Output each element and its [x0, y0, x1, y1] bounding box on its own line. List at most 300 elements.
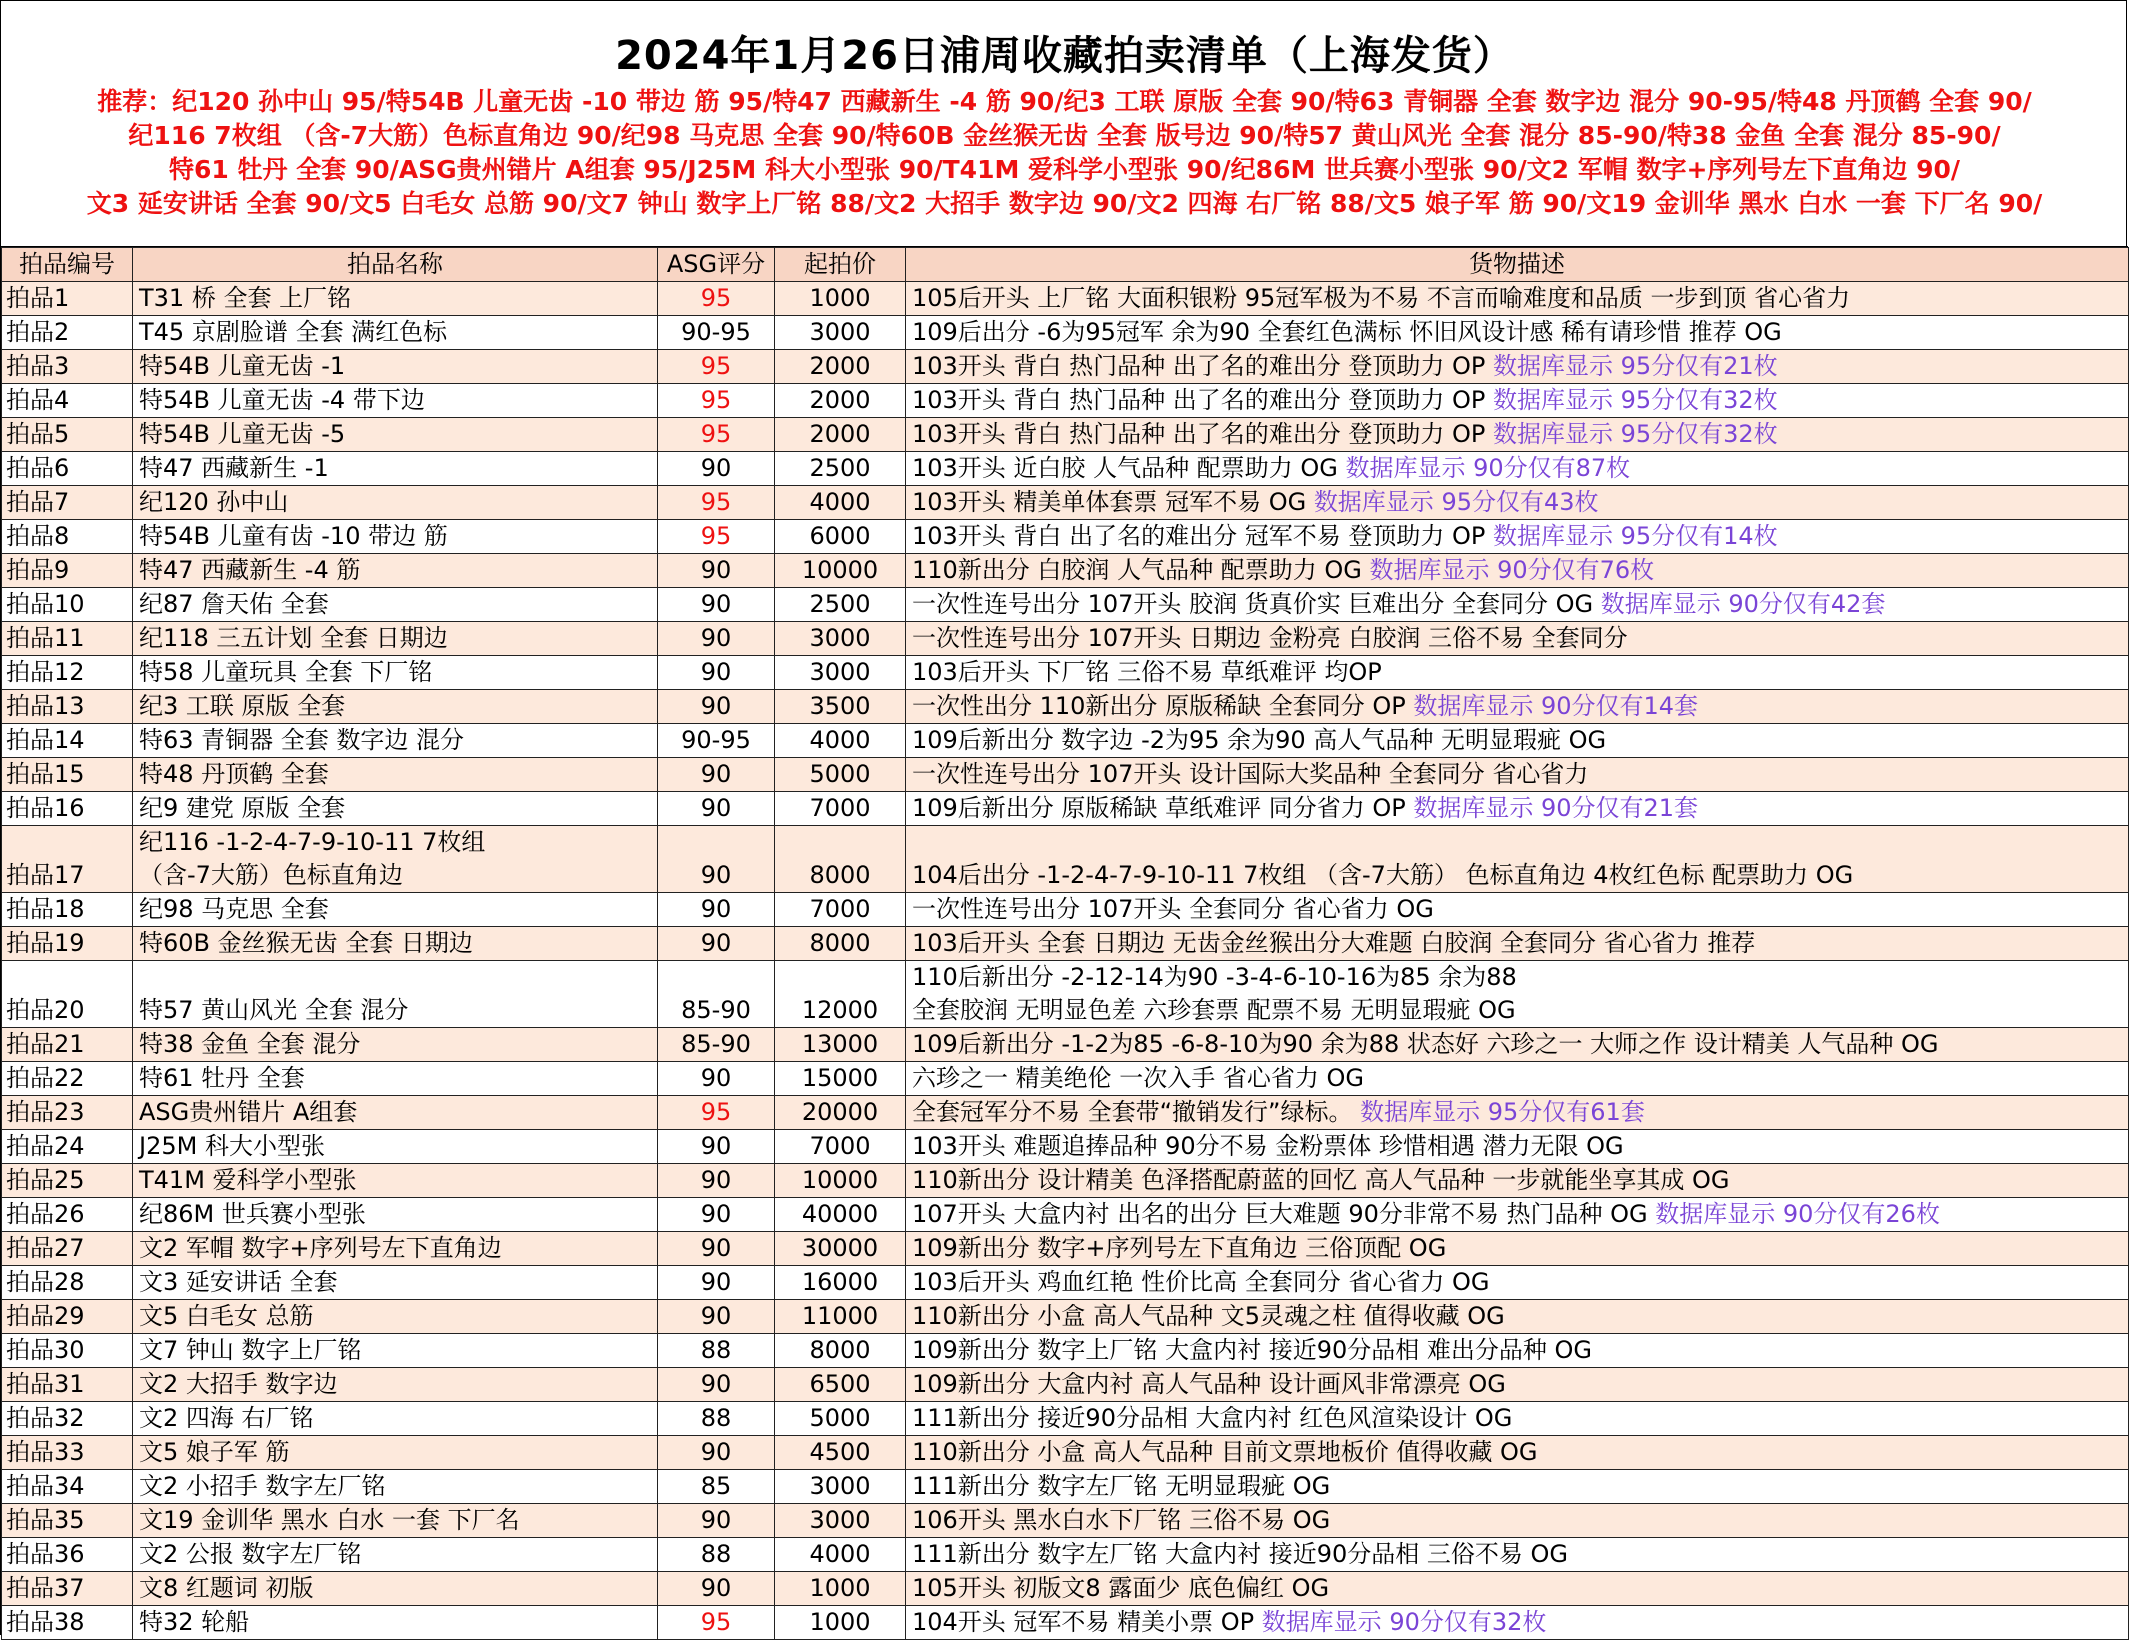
lot-description: [906, 1130, 2129, 1164]
lot-number: 拍品5: [2, 418, 133, 452]
lot-number: 拍品1: [2, 282, 133, 316]
lot-number: 拍品28: [2, 1266, 133, 1300]
lot-number: 拍品4: [2, 384, 133, 418]
lot-name: [133, 418, 658, 452]
lot-name: [133, 1572, 658, 1606]
lot-description: [906, 282, 2129, 316]
table-row: [2, 893, 2129, 927]
starting-price: 2500: [775, 452, 906, 486]
asg-grade: 90: [658, 758, 775, 792]
lot-number: 拍品29: [2, 1300, 133, 1334]
lot-name-text: 特48 丹顶鹤 全套: [139, 760, 329, 788]
asg-grade: 90: [658, 1300, 775, 1334]
lot-number: 拍品31: [2, 1368, 133, 1402]
database-note: 数据库显示 90分仅有26枚: [1655, 1200, 1940, 1228]
starting-price: 30000: [775, 1232, 906, 1266]
lot-name: [133, 961, 658, 1028]
lot-description: [906, 1232, 2129, 1266]
asg-grade: 90: [658, 1130, 775, 1164]
lot-number: 拍品9: [2, 554, 133, 588]
description-text: 一次性连号出分 107开头 日期边 金粉亮 白胶润 三俗不易 全套同分: [912, 624, 1628, 652]
description-text: 111新出分 数字左厂铭 大盒内衬 接近90分品相 三俗不易 OG: [912, 1540, 1568, 1568]
recommendation-block: [1, 85, 2128, 221]
lot-description: [906, 792, 2129, 826]
lot-description: [906, 1164, 2129, 1198]
lot-name: [133, 452, 658, 486]
lot-number: 拍品15: [2, 758, 133, 792]
lot-name: [133, 282, 658, 316]
database-note: 数据库显示 95分仅有21枚: [1492, 352, 1778, 380]
asg-grade: 90: [658, 1504, 775, 1538]
lot-name-text: 特54B 儿童有齿 -10 带边 筋: [139, 522, 448, 550]
lot-number: 拍品17: [2, 826, 133, 893]
starting-price: 13000: [775, 1028, 906, 1062]
starting-price: 7000: [775, 893, 906, 927]
lot-name-text: 特47 西藏新生 -4 筋: [139, 556, 361, 584]
table-row: [2, 1300, 2129, 1334]
table-row: [2, 1368, 2129, 1402]
lot-description: [906, 1402, 2129, 1436]
lot-name-text: 纪98 马克思 全套: [139, 895, 329, 923]
lot-name-text: 纪3 工联 原版 全套: [139, 692, 346, 720]
lot-name: [133, 893, 658, 927]
lot-name-text: 特57 黄山风光 全套 混分: [139, 996, 409, 1024]
lot-name-text: 纪9 建党 原版 全套: [139, 794, 346, 822]
description-text: 103开头 背白 热门品种 出了名的难出分 登顶助力 OP: [912, 352, 1493, 380]
lot-name: [133, 724, 658, 758]
lot-description: [906, 1028, 2129, 1062]
lot-number: 拍品2: [2, 316, 133, 350]
lot-number: 拍品35: [2, 1504, 133, 1538]
lot-name: [133, 656, 658, 690]
starting-price: 2500: [775, 588, 906, 622]
table-row: [2, 418, 2129, 452]
description-text: 103开头 精美单体套票 冠军不易 OG: [912, 488, 1314, 516]
table-row: [2, 1096, 2129, 1130]
lot-name: [133, 316, 658, 350]
lot-name: [133, 792, 658, 826]
starting-price: 3000: [775, 1504, 906, 1538]
asg-grade: 90: [658, 588, 775, 622]
lot-name-text: 特63 青铜器 全套 数字边 混分: [139, 726, 465, 754]
lot-description: [906, 1096, 2129, 1130]
description-text: 一次性出分 110新出分 原版稀缺 全套同分 OP: [912, 692, 1414, 720]
starting-price: 3500: [775, 690, 906, 724]
table-row: [2, 1538, 2129, 1572]
database-note: 数据库显示 90分仅有76枚: [1369, 556, 1655, 584]
asg-grade: 90: [658, 622, 775, 656]
description-text: 六珍之一 精美绝伦 一次入手 省心省力 OG: [912, 1064, 1365, 1092]
asg-grade: 90: [658, 452, 775, 486]
table-row: [2, 1232, 2129, 1266]
description-text: 106开头 黑水白水下厂铭 三俗不易 OG: [912, 1506, 1331, 1534]
lot-name: [133, 384, 658, 418]
lot-name-text: 文5 白毛女 总筋: [139, 1302, 314, 1330]
header-description: 货物描述: [906, 248, 2129, 282]
lot-description: [906, 316, 2129, 350]
description-text: 104后出分 -1-2-4-7-9-10-11 7枚组 （含-7大筋） 色标直角边 4枚红色标 配票助力 OG: [912, 861, 1854, 889]
lot-description: [906, 1266, 2129, 1300]
asg-grade: 85-90: [658, 961, 775, 1028]
starting-price: 6500: [775, 1368, 906, 1402]
starting-price: 5000: [775, 758, 906, 792]
lot-name: [133, 1028, 658, 1062]
recommendation-line: 文3 延安讲话 全套 90/文5 白毛女 总筋 90/文7 钟山 数字上厂铭 88/文2 大招手 数字边 90/文2 四海 右厂铭 88/文5 娘子军 筋 90/文19 金训华 黑水 白水 一套 下厂名 90/: [86, 189, 2043, 218]
asg-grade: 95: [658, 282, 775, 316]
lot-number: 拍品38: [2, 1606, 133, 1640]
description-text: 109后新出分 原版稀缺 草纸难评 同分省力 OP: [912, 794, 1414, 822]
lot-name-text: 特54B 儿童无齿 -1: [139, 352, 346, 380]
lot-description: [906, 758, 2129, 792]
asg-grade: 95: [658, 486, 775, 520]
lot-name: [133, 1606, 658, 1640]
lot-name: [133, 1062, 658, 1096]
table-row: [2, 282, 2129, 316]
lot-number: 拍品18: [2, 893, 133, 927]
lot-name-text: J25M 科大小型张: [139, 1132, 325, 1160]
lot-number: 拍品32: [2, 1402, 133, 1436]
lot-description: [906, 588, 2129, 622]
lot-name: [133, 350, 658, 384]
lot-description: [906, 1572, 2129, 1606]
asg-grade: 95: [658, 418, 775, 452]
lot-description: [906, 1538, 2129, 1572]
lot-description: [906, 1334, 2129, 1368]
lot-name: [133, 826, 658, 893]
table-row: [2, 520, 2129, 554]
lot-number: 拍品11: [2, 622, 133, 656]
asg-grade: 90: [658, 792, 775, 826]
lot-description: [906, 418, 2129, 452]
table-row: [2, 384, 2129, 418]
lot-number: 拍品19: [2, 927, 133, 961]
starting-price: 6000: [775, 520, 906, 554]
description-text: 109后新出分 数字边 -2为95 余为90 高人气品种 无明显瑕疵 OG: [912, 726, 1607, 754]
database-note: 数据库显示 95分仅有32枚: [1492, 420, 1778, 448]
lot-description: [906, 656, 2129, 690]
database-note: 数据库显示 95分仅有43枚: [1313, 488, 1599, 516]
lot-name: [133, 1402, 658, 1436]
starting-price: 3000: [775, 316, 906, 350]
recommendation-line: 推荐：纪120 孙中山 95/特54B 儿童无齿 -10 带边 筋 95/特47 西藏新生 -4 筋 90/纪3 工联 原版 全套 90/特63 青铜器 全套 数字边 混分 90-95/特48 丹顶鹤 全套 90/: [97, 87, 2032, 116]
asg-grade: 95: [658, 350, 775, 384]
table-row: [2, 1062, 2129, 1096]
lot-name: [133, 1096, 658, 1130]
description-text: 103开头 背白 热门品种 出了名的难出分 登顶助力 OP: [912, 386, 1493, 414]
database-note: 数据库显示 95分仅有61套: [1360, 1098, 1645, 1126]
lot-name-text: 特54B 儿童无齿 -5: [139, 420, 346, 448]
lot-description: [906, 690, 2129, 724]
starting-price: 40000: [775, 1198, 906, 1232]
starting-price: 1000: [775, 1606, 906, 1640]
lot-number: 拍品12: [2, 656, 133, 690]
starting-price: 3000: [775, 1470, 906, 1504]
lot-name-text: 特32 轮船: [139, 1608, 250, 1636]
lot-number: 拍品34: [2, 1470, 133, 1504]
starting-price: 4000: [775, 724, 906, 758]
lot-number: 拍品26: [2, 1198, 133, 1232]
lot-table: [1, 247, 2129, 1640]
lot-description: [906, 452, 2129, 486]
table-row: [2, 588, 2129, 622]
description-text: 103开头 难题追捧品种 90分不易 金粉票体 珍惜相遇 潜力无限 OG: [912, 1132, 1624, 1160]
asg-grade: 90: [658, 1062, 775, 1096]
lot-description: [906, 1062, 2129, 1096]
starting-price: 1000: [775, 1572, 906, 1606]
lot-name: [133, 1198, 658, 1232]
lot-name: [133, 1130, 658, 1164]
starting-price: 20000: [775, 1096, 906, 1130]
asg-grade: 88: [658, 1538, 775, 1572]
lot-name-text: 文7 钟山 数字上厂铭: [139, 1336, 362, 1364]
description-text: 109新出分 数字上厂铭 大盒内衬 接近90分品相 难出分品种 OG: [912, 1336, 1592, 1364]
asg-grade: 90: [658, 1266, 775, 1300]
lot-name: [133, 1164, 658, 1198]
lot-name-text: 特58 儿童玩具 全套 下厂铭: [139, 658, 433, 686]
description-text: 一次性连号出分 107开头 胶润 货真价实 巨难出分 全套同分 OG: [912, 590, 1601, 618]
header-banner: [1, 1, 2128, 247]
description-text: 110新出分 设计精美 色泽搭配蔚蓝的回忆 高人气品种 一步就能坐享其成 OG: [912, 1166, 1730, 1194]
description-text: 110后新出分 -2-12-14为90 -3-4-6-10-16为85 余为88: [912, 963, 1517, 991]
recommendation-line: 特61 牡丹 全套 90/ASG贵州错片 A组套 95/J25M 科大小型张 90/T41M 爱科学小型张 90/纪86M 世兵赛小型张 90/文2 军帽 数字+序列号左下直角边 90/: [168, 155, 1961, 184]
starting-price: 7000: [775, 792, 906, 826]
lot-description: [906, 1198, 2129, 1232]
description-text: 一次性连号出分 107开头 设计国际大奖品种 全套同分 省心省力: [912, 760, 1589, 788]
table-row: [2, 350, 2129, 384]
lot-name: [133, 927, 658, 961]
description-text: 110新出分 小盒 高人气品种 目前文票地板价 值得收藏 OG: [912, 1438, 1538, 1466]
asg-grade: 95: [658, 1096, 775, 1130]
starting-price: 2000: [775, 350, 906, 384]
asg-grade: 90: [658, 1164, 775, 1198]
starting-price: 4000: [775, 1538, 906, 1572]
database-note: 数据库显示 95分仅有32枚: [1492, 386, 1778, 414]
lot-number: 拍品6: [2, 452, 133, 486]
asg-grade: 90: [658, 893, 775, 927]
asg-grade: 90: [658, 554, 775, 588]
lot-name-text: 文8 红题词 初版: [139, 1574, 314, 1602]
lot-description: [906, 1368, 2129, 1402]
asg-grade: 90: [658, 826, 775, 893]
table-row: [2, 1402, 2129, 1436]
description-text: 107开头 大盒内衬 出名的出分 巨大难题 90分非常不易 热门品种 OG: [912, 1200, 1656, 1228]
recommendation-line: 纪116 7枚组 （含-7大筋）色标直角边 90/纪98 马克思 全套 90/特60B 金丝猴无齿 全套 版号边 90/特57 黄山风光 全套 混分 85-90/特38 金鱼 全套 混分 85-90/: [128, 121, 2001, 150]
lot-name-text: 文2 公报 数字左厂铭: [139, 1540, 362, 1568]
starting-price: 7000: [775, 1130, 906, 1164]
starting-price: 8000: [775, 1334, 906, 1368]
table-row: [2, 1028, 2129, 1062]
lot-number: 拍品37: [2, 1572, 133, 1606]
lot-name: [133, 588, 658, 622]
table-row: [2, 927, 2129, 961]
lot-name-text: （含-7大筋）色标直角边: [139, 861, 403, 889]
asg-grade: 90: [658, 927, 775, 961]
asg-grade: 90: [658, 690, 775, 724]
header-starting-price: 起拍价: [775, 248, 906, 282]
lot-name-text: 纪118 三五计划 全套 日期边: [139, 624, 448, 652]
lot-name: [133, 554, 658, 588]
header-lot-name: 拍品名称: [133, 248, 658, 282]
table-row: [2, 656, 2129, 690]
description-text: 104开头 冠军不易 精美小票 OP: [912, 1608, 1262, 1636]
description-text: 103后开头 下厂铭 三俗不易 草纸难评 均OP: [912, 658, 1382, 686]
description-text: 103后开头 全套 日期边 无齿金丝猴出分大难题 白胶润 全套同分 省心省力 推荐: [912, 929, 1756, 957]
lot-number: 拍品14: [2, 724, 133, 758]
starting-price: 2000: [775, 384, 906, 418]
table-row: [2, 792, 2129, 826]
lot-number: 拍品21: [2, 1028, 133, 1062]
lot-description: [906, 554, 2129, 588]
starting-price: 12000: [775, 961, 906, 1028]
asg-grade: 88: [658, 1334, 775, 1368]
table-row: [2, 758, 2129, 792]
asg-grade: 90-95: [658, 724, 775, 758]
lot-number: 拍品16: [2, 792, 133, 826]
lot-name: [133, 520, 658, 554]
description-text: 110新出分 小盒 高人气品种 文5灵魂之柱 值得收藏 OG: [912, 1302, 1505, 1330]
lot-name-text: 纪87 詹天佑 全套: [139, 590, 329, 618]
starting-price: 5000: [775, 1402, 906, 1436]
lot-name: [133, 1504, 658, 1538]
description-text: 105开头 初版文8 露面少 底色偏红 OG: [912, 1574, 1330, 1602]
lot-name-text: 特60B 金丝猴无齿 全套 日期边: [139, 929, 473, 957]
lot-description: [906, 893, 2129, 927]
page-title: 2024年1月26日浦周收藏拍卖清单（上海发货）: [615, 33, 1514, 79]
lot-name-text: 文5 娘子军 筋: [139, 1438, 290, 1466]
table-row: [2, 826, 2129, 893]
database-note: 数据库显示 90分仅有42套: [1600, 590, 1886, 618]
lot-name-text: 文2 军帽 数字+序列号左下直角边: [139, 1234, 502, 1262]
lot-name: [133, 1538, 658, 1572]
table-header-row: [2, 248, 2129, 282]
lot-number: 拍品24: [2, 1130, 133, 1164]
lot-number: 拍品7: [2, 486, 133, 520]
lot-description: [906, 1436, 2129, 1470]
lot-name-text: T31 桥 全套 上厂铭: [139, 284, 352, 312]
lot-number: 拍品27: [2, 1232, 133, 1266]
table-row: [2, 1334, 2129, 1368]
starting-price: 1000: [775, 282, 906, 316]
description-text: 109新出分 大盒内衬 高人气品种 设计画风非常漂亮 OG: [912, 1370, 1506, 1398]
lot-description: [906, 622, 2129, 656]
lot-name-text: 文3 延安讲话 全套: [139, 1268, 338, 1296]
asg-grade: 88: [658, 1402, 775, 1436]
starting-price: 8000: [775, 826, 906, 893]
asg-grade: 90: [658, 656, 775, 690]
lot-name: [133, 690, 658, 724]
description-text: 103开头 近白胶 人气品种 配票助力 OG: [912, 454, 1346, 482]
starting-price: 4000: [775, 486, 906, 520]
starting-price: 10000: [775, 1164, 906, 1198]
description-text: 全套冠军分不易 全套带“撤销发行”绿标。: [912, 1098, 1361, 1126]
asg-grade: 90: [658, 1232, 775, 1266]
lot-name: [133, 1436, 658, 1470]
starting-price: 3000: [775, 622, 906, 656]
lot-name-text: 特54B 儿童无齿 -4 带下边: [139, 386, 425, 414]
description-text: 111新出分 数字左厂铭 无明显瑕疵 OG: [912, 1472, 1331, 1500]
lot-number: 拍品33: [2, 1436, 133, 1470]
lot-number: 拍品23: [2, 1096, 133, 1130]
asg-grade: 95: [658, 520, 775, 554]
lot-number: 拍品10: [2, 588, 133, 622]
description-text: 110新出分 白胶润 人气品种 配票助力 OG: [912, 556, 1370, 584]
table-row: [2, 316, 2129, 350]
lot-name-text: 文2 大招手 数字边: [139, 1370, 338, 1398]
lot-number: 拍品36: [2, 1538, 133, 1572]
header-lot-number: 拍品编号: [2, 248, 133, 282]
database-note: 数据库显示 90分仅有14套: [1413, 692, 1699, 720]
table-row: [2, 1164, 2129, 1198]
starting-price: 8000: [775, 927, 906, 961]
table-row: [2, 1606, 2129, 1640]
lot-description: [906, 1606, 2129, 1640]
description-text: 103开头 背白 热门品种 出了名的难出分 登顶助力 OP: [912, 420, 1493, 448]
description-text: 109新出分 数字+序列号左下直角边 三俗顶配 OG: [912, 1234, 1447, 1262]
header-asg-grade: ASG评分: [658, 248, 775, 282]
description-text: 全套胶润 无明显色差 六珍套票 配票不易 无明显瑕疵 OG: [912, 996, 1516, 1024]
description-text: 111新出分 接近90分品相 大盒内衬 红色风渲染设计 OG: [912, 1404, 1513, 1432]
lot-name: [133, 1368, 658, 1402]
table-row: [2, 1470, 2129, 1504]
lot-name: [133, 1266, 658, 1300]
starting-price: 10000: [775, 554, 906, 588]
lot-description: [906, 486, 2129, 520]
asg-grade: 90-95: [658, 316, 775, 350]
lot-number: 拍品8: [2, 520, 133, 554]
lot-name: [133, 1334, 658, 1368]
lot-name: [133, 622, 658, 656]
lot-number: 拍品30: [2, 1334, 133, 1368]
lot-name-text: 文2 四海 右厂铭: [139, 1404, 314, 1432]
lot-name-text: 特38 金鱼 全套 混分: [139, 1030, 361, 1058]
lot-description: [906, 927, 2129, 961]
table-row: [2, 452, 2129, 486]
asg-grade: 90: [658, 1572, 775, 1606]
lot-name-text: 文2 小招手 数字左厂铭: [139, 1472, 386, 1500]
lot-description: [906, 724, 2129, 758]
lot-name-text: 纪86M 世兵赛小型张: [139, 1200, 366, 1228]
asg-grade: 90: [658, 1436, 775, 1470]
lot-number: 拍品3: [2, 350, 133, 384]
table-row: [2, 1130, 2129, 1164]
asg-grade: 85: [658, 1470, 775, 1504]
table-row: [2, 1266, 2129, 1300]
table-row: [2, 690, 2129, 724]
database-note: 数据库显示 90分仅有87枚: [1345, 454, 1631, 482]
description-text: 103开头 背白 出了名的难出分 冠军不易 登顶助力 OP: [912, 522, 1493, 550]
lot-name-text: ASG贵州错片 A组套: [139, 1098, 358, 1126]
lot-number: 拍品13: [2, 690, 133, 724]
lot-number: 拍品20: [2, 961, 133, 1028]
asg-grade: 85-90: [658, 1028, 775, 1062]
description-text: 109后出分 -6为95冠军 余为90 全套红色满标 怀旧风设计感 稀有请珍惜 推荐 OG: [912, 318, 1782, 346]
lot-name-text: 纪116 -1-2-4-7-9-10-11 7枚组: [139, 828, 486, 856]
lot-name-text: T41M 爱科学小型张: [139, 1166, 357, 1194]
table-row: [2, 1504, 2129, 1538]
table-row: [2, 622, 2129, 656]
lot-name: [133, 758, 658, 792]
lot-name: [133, 1470, 658, 1504]
lot-name: [133, 486, 658, 520]
lot-name-text: 特47 西藏新生 -1: [139, 454, 329, 482]
table-row: [2, 961, 2129, 1028]
starting-price: 4500: [775, 1436, 906, 1470]
lot-description: [906, 1470, 2129, 1504]
description-text: 105后开头 上厂铭 大面积银粉 95冠军极为不易 不言而喻难度和品质 一步到顶 省心省力: [912, 284, 1851, 312]
starting-price: 11000: [775, 1300, 906, 1334]
table-row: [2, 486, 2129, 520]
starting-price: 2000: [775, 418, 906, 452]
